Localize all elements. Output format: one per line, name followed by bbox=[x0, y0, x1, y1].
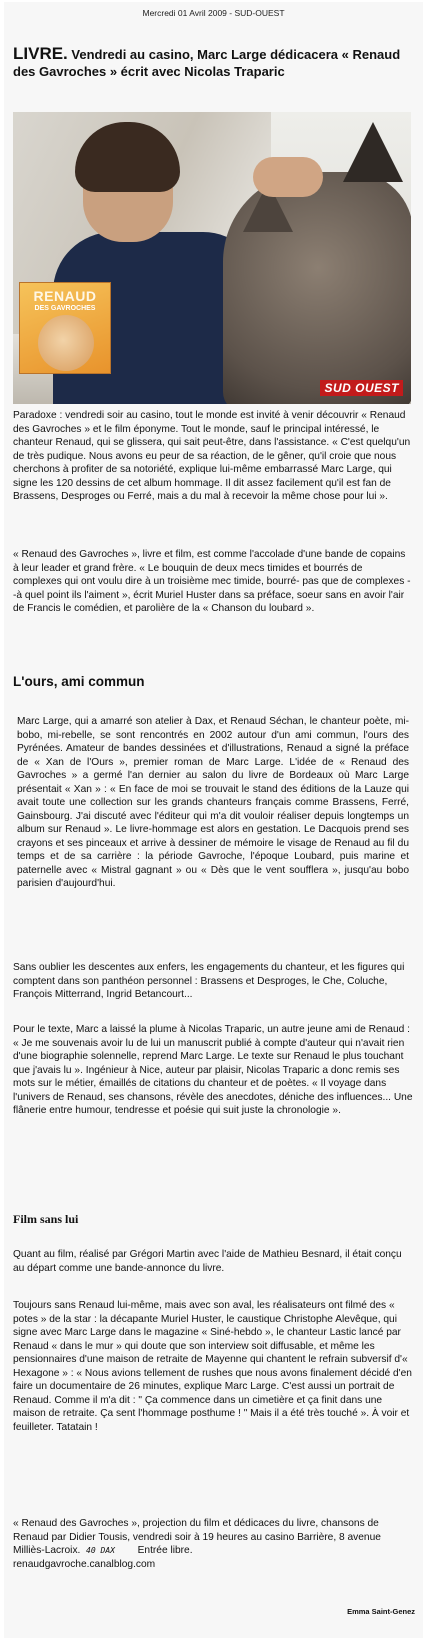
headline bbox=[13, 45, 413, 80]
article-page bbox=[4, 2, 423, 1638]
blog-link[interactable]: renaudgavroche.canalblog.com bbox=[13, 1558, 156, 1570]
event-details: « Renaud des Gavroches », projection du film et dédicaces du livre, chansons de Renaud par Didier Tousis, vendredi soir à 19 heures au casino Barrière, 8 avenue Milliès-Lacroix. bbox=[13, 1518, 381, 1556]
paragraph-1: Paradoxe : vendredi soir au casino, tout le monde est invité à venir découvrir « Renaud des Gavroches » et le film éponyme. Tout le monde, sauf le principal intéressé, le chanteur Renaud, qui se glissera, qui sait peut-être, dans l'assistance. « C'est quelqu'un de très pudique. Nous avons eu peur de sa réaction, de le gêner, qu'il croie que nous cherchons à profiter de sa notoriété, explique lui-même embarrassé Marc Large, qui signe les 120 dessins de cet album hommage. Il dit assez facilement qu'il est fan de Brassens, Desproges ou Ferré, mais a du mal à recevoir la même chose pour lui ». bbox=[13, 410, 411, 502]
book-cover bbox=[19, 282, 111, 374]
photo-hand bbox=[253, 157, 323, 197]
byline: Emma Saint-Genez bbox=[347, 1607, 415, 1616]
photo-cat-ear bbox=[343, 122, 403, 182]
headline-text: Vendredi au casino, Marc Large dédicacera « Renaud des Gavroches » écrit avec Nicolas Traparic bbox=[13, 47, 401, 79]
section-title-film: Film sans lui bbox=[13, 1212, 79, 1226]
headline-kicker: LIVRE. bbox=[13, 44, 68, 63]
paragraph-6: Quant au film, réalisé par Grégori Martin avec l'aide de Mathieu Besnard, il était conçu au départ comme une bande-annonce du livre. bbox=[13, 1249, 402, 1274]
paragraph-2: « Renaud des Gavroches », livre et film, est comme l'accolade d'une bande de copains à leur leader et grand frère. « Le bouquin de deux mecs timides et bourrés de complexes qui ont voulu dire à un troisième mec timide, bourré- pas que de complexes --à quel point ils l'aiment », écrit Muriel Huster dans sa préface, soeur sans en avoir l'air de Francis le comédien, et parolière de la « Chanson du loubard ». bbox=[13, 549, 411, 614]
sud-ouest-logo: SUD OUEST bbox=[320, 380, 403, 396]
photo-man-hair bbox=[75, 122, 180, 192]
article-photo bbox=[13, 112, 411, 404]
book-cover-portrait bbox=[38, 315, 94, 371]
paragraph-7: Toujours sans Renaud lui-même, mais avec son aval, les réalisateurs ont filmé des « potes » de la star : la décapante Muriel Huster, le caustique Christophe Alevêque, qui signe avec Marc Large dans le magazine « Siné-hebdo », le chanteur Lastic lancé par Renaud « dans le mur » qui doute que son interview soit diffusable, et même les pensionnaires d'une maison de retraite de Mayenne qui chantent le refrain subversif d'« Hexagone » : « Nous avions tellement de rushes que nous avons finalement décidé d'en faire un documentaire de 26 minutes, explique Marc Large. C'est aussi un portrait de Renaud. Comme il m'a dit : " Ça commence dans un cimetière et ça finit dans une maison de retraite. Ça sent l'hommage posthume ! " Mais il a été très touché ». À voir et feuilleter. Tatatain ! bbox=[13, 1300, 412, 1433]
paragraph-5: Pour le texte, Marc a laissé la plume à Nicolas Traparic, un autre jeune ami de Renaud : « Je me souvenais avoir lu de lui un manuscrit publié à compte d'auteur qui n'avait rien d'une biographie solennelle, reprend Marc Large. Le texte sur Renaud le plus touchant que j'avais lu ». Ingénieur à Nice, auteur par plaisir, Nicolas Traparic a donc remis ses mots sur le métier, émaillés de citations du chanteur et de poètes. « Il voyage dans l'univers de Renaud, ses chansons, révèle des anecdotes, déniche des influences... Une flânerie entre humour, tendresse et poésie qui suit juste la chronologie ». bbox=[13, 1024, 413, 1116]
entry-note: Entrée libre. bbox=[137, 1545, 193, 1556]
paragraph-4: Sans oublier les descentes aux enfers, les engagements du chanteur, et les figures qui comptent dans son panthéon personnel : Brassens et Desproges, le Che, Coluche, François Mitterrand, Ingrid Betancourt... bbox=[13, 962, 405, 1000]
book-cover-title: RENAUD bbox=[33, 288, 97, 304]
dax-handwritten-note: 40 DAX bbox=[86, 1546, 115, 1555]
paragraph-8 bbox=[13, 1517, 413, 1571]
dateline: Mercredi 01 Avril 2009 - SUD-OUEST bbox=[142, 8, 285, 18]
paragraph-3: Marc Large, qui a amarré son atelier à Dax, et Renaud Séchan, le chanteur poète, mi-bobo, mi-rebelle, se sont rencontrés en 2002 autour d'un ami commun, l'ours des Pyrénées. Amateur de bandes dessinées et d'illustrations, Renaud a signé la préface de « Xan de l'Ours », premier roman de Marc Large. L'idée de « Renaud des Gavroches » a germé l'an dernier au salon du livre de Bordeaux où Marc Large présentait « Xan » : « En face de moi se trouvait le stand des éditions de la Lauze qui avait toute une collection sur les grands chanteurs français comme Brassens, Ferré, Gainsbourg. J'ai discuté avec l'éditeur qui m'a dit vouloir réaliser depuis longtemps un album sur Renaud ». Le livre-hommage est alors en gestation. Le Dacquois prend ses crayons et ses pinceaux et arrive à dessiner de mémoire le visage de Renaud au fil du temps et de sa carrière : la période Gavroche, l'époque Loubard, puis marine et paternelle avec « Mistral gagnant » ou « Dès que le vent soufflera », jusqu'au bobo parisien d'aujourd'hui. bbox=[17, 716, 409, 889]
book-cover-subtitle: DES GAVROCHES bbox=[34, 305, 96, 312]
section-title-ours: L'ours, ami commun bbox=[13, 674, 145, 689]
